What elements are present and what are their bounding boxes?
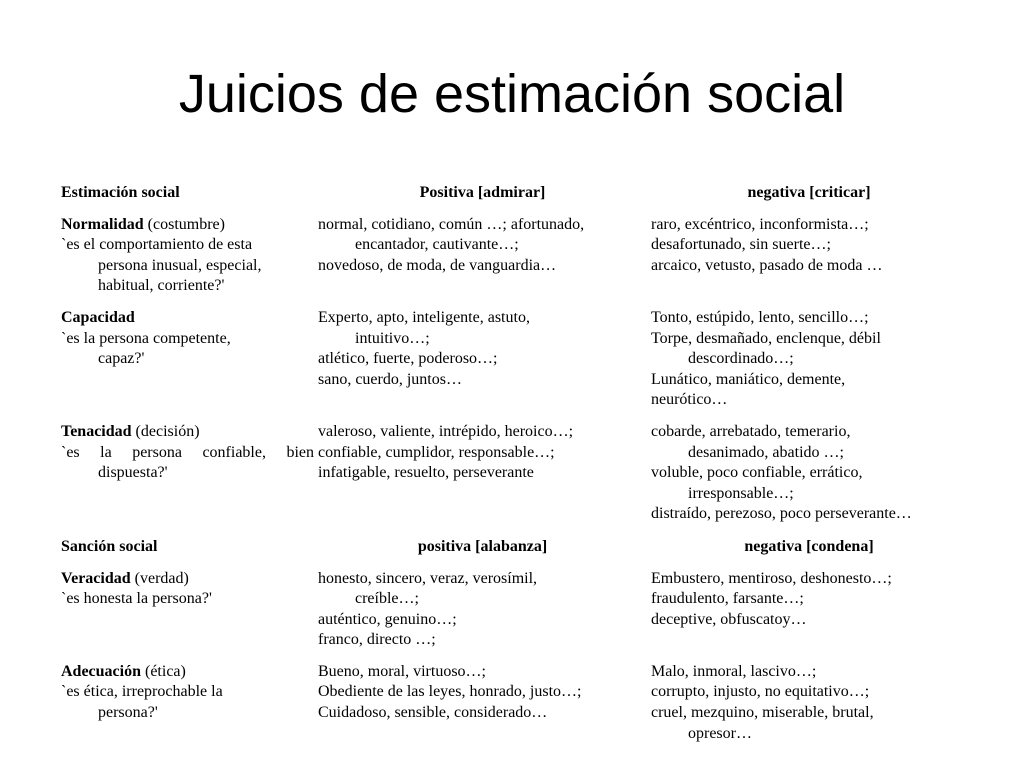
header-col1: Sanción social bbox=[61, 537, 158, 555]
positive-line: confiable, cumplidor, responsable…; bbox=[318, 443, 555, 461]
negative-cell bbox=[647, 662, 967, 755]
positive-line: Obediente de las leyes, honrado, justo…; bbox=[318, 683, 582, 701]
positive-cell bbox=[314, 422, 647, 536]
header-col3: negativa [criticar] bbox=[747, 184, 871, 201]
negative-line: desafortunado, sin suerte…; bbox=[651, 236, 831, 254]
question-line: `es la persona competente, bbox=[61, 329, 231, 347]
table-row bbox=[57, 308, 967, 422]
positive-line: valeroso, valiente, intrépido, heroico…; bbox=[318, 422, 574, 440]
negative-line: Lunático, maniático, demente, bbox=[651, 370, 846, 388]
negative-line: distraído, perezoso, poco perseverante… bbox=[651, 505, 912, 523]
table-header-row bbox=[57, 536, 967, 569]
negative-line: raro, excéntrico, inconformista…; bbox=[651, 215, 869, 233]
page-title: Juicios de estimación social bbox=[178, 64, 846, 124]
category-note: (ética) bbox=[141, 662, 186, 680]
question-line: habitual, corriente?' bbox=[98, 277, 225, 295]
question-line: `es la persona confiable, bien bbox=[61, 443, 314, 461]
negative-line: irresponsable…; bbox=[688, 484, 794, 502]
negative-line: arcaico, vetusto, pasado de moda … bbox=[651, 256, 883, 274]
negative-line: fraudulento, farsante…; bbox=[651, 590, 804, 608]
question-line: `es ética, irreprochable la bbox=[61, 683, 223, 701]
category-label: Capacidad bbox=[61, 308, 135, 326]
negative-line: deceptive, obfuscatoy… bbox=[651, 610, 807, 628]
table-header-row bbox=[57, 182, 967, 215]
category-cell bbox=[57, 422, 314, 536]
category-cell bbox=[57, 569, 314, 662]
table-row bbox=[57, 422, 967, 536]
header-col2: Positiva [admirar] bbox=[419, 184, 546, 201]
positive-cell bbox=[314, 569, 647, 662]
negative-line: corrupto, injusto, no equitativo…; bbox=[651, 683, 870, 701]
category-note: (costumbre) bbox=[143, 215, 225, 233]
category-cell bbox=[57, 215, 314, 308]
positive-line: encantador, cautivante…; bbox=[355, 236, 519, 254]
negative-line: cobarde, arrebatado, temerario, bbox=[651, 422, 851, 440]
positive-line: auténtico, genuino…; bbox=[318, 610, 457, 628]
negative-line: Torpe, desmañado, enclenque, débil bbox=[651, 329, 881, 347]
negative-cell bbox=[647, 422, 967, 536]
positive-line: Experto, apto, inteligente, astuto, bbox=[318, 308, 530, 326]
positive-cell bbox=[314, 662, 647, 755]
question-line: persona?' bbox=[98, 704, 158, 722]
category-label: Normalidad bbox=[61, 215, 144, 233]
negative-line: desanimado, abatido …; bbox=[688, 443, 844, 461]
negative-line: descordinado…; bbox=[688, 350, 794, 368]
positive-cell bbox=[314, 308, 647, 422]
question-line: persona inusual, especial, bbox=[98, 256, 262, 274]
category-label: Tenacidad bbox=[61, 422, 132, 440]
positive-line: honesto, sincero, veraz, verosímil, bbox=[318, 569, 538, 587]
category-cell bbox=[57, 308, 314, 422]
header-col1: Estimación social bbox=[61, 184, 180, 201]
negative-cell bbox=[647, 215, 967, 308]
negative-line: neurótico… bbox=[651, 391, 728, 409]
table-row bbox=[57, 569, 967, 662]
negative-cell bbox=[647, 569, 967, 662]
negative-line: Embustero, mentiroso, deshonesto…; bbox=[651, 569, 892, 587]
positive-line: Bueno, moral, virtuoso…; bbox=[318, 662, 486, 680]
header-col3: negativa [condena] bbox=[744, 537, 874, 555]
category-note: (verdad) bbox=[130, 569, 189, 587]
positive-line: creíble…; bbox=[355, 590, 419, 608]
positive-line: intuitivo…; bbox=[355, 329, 430, 347]
negative-line: Tonto, estúpido, lento, sencillo…; bbox=[651, 308, 869, 326]
positive-line: novedoso, de moda, de vanguardia… bbox=[318, 256, 557, 274]
category-label: Veracidad bbox=[61, 569, 131, 587]
category-note: (decisión) bbox=[131, 422, 200, 440]
positive-line: sano, cuerdo, juntos… bbox=[318, 370, 462, 388]
positive-line: franco, directo …; bbox=[318, 631, 436, 649]
judgement-table bbox=[57, 182, 967, 755]
negative-line: opresor… bbox=[688, 724, 752, 742]
category-label: Adecuación bbox=[61, 662, 141, 680]
positive-line: infatigable, resuelto, perseverante bbox=[318, 464, 534, 482]
negative-line: cruel, mezquino, miserable, brutal, bbox=[651, 704, 874, 722]
negative-line: voluble, poco confiable, errático, bbox=[651, 464, 863, 482]
positive-line: atlético, fuerte, poderoso…; bbox=[318, 350, 498, 368]
question-line: dispuesta?' bbox=[98, 464, 168, 482]
negative-line: Malo, inmoral, lascivo…; bbox=[651, 662, 817, 680]
question-line: `es honesta la persona?' bbox=[61, 590, 212, 608]
table-row bbox=[57, 662, 967, 755]
header-col2: positiva [alabanza] bbox=[417, 537, 548, 555]
negative-cell bbox=[647, 308, 967, 422]
table-row bbox=[57, 215, 967, 308]
positive-cell bbox=[314, 215, 647, 308]
category-cell bbox=[57, 662, 314, 755]
positive-line: Cuidadoso, sensible, considerado… bbox=[318, 704, 548, 722]
question-line: `es el comportamiento de esta bbox=[61, 236, 253, 254]
positive-line: normal, cotidiano, común …; afortunado, bbox=[318, 215, 585, 233]
question-line: capaz?' bbox=[98, 350, 145, 368]
